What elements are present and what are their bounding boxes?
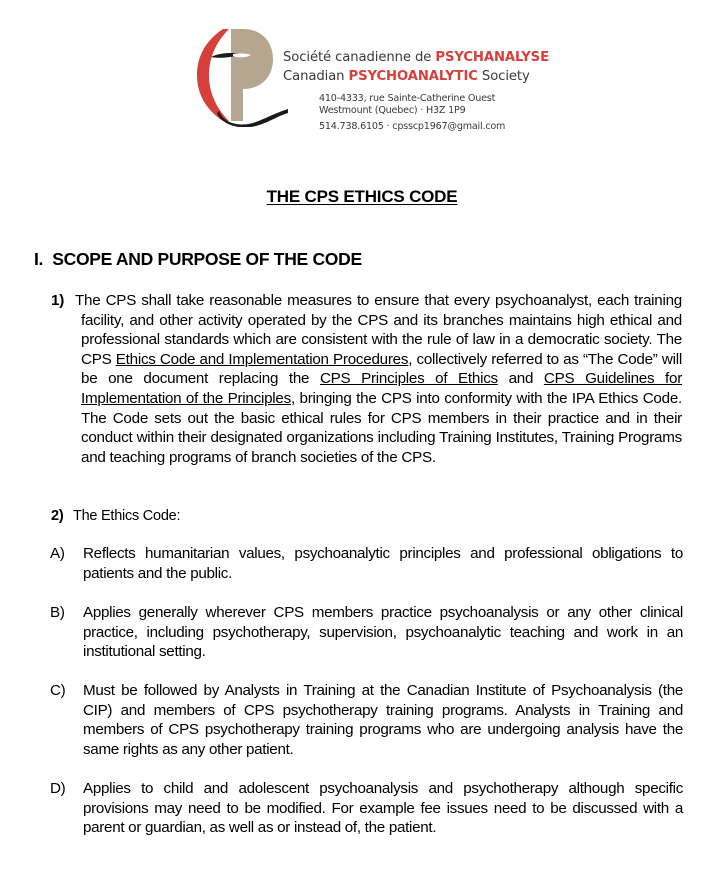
address-line-2: Westmount (Quebec) · H3Z 1P9	[319, 105, 466, 116]
address-block	[319, 93, 505, 133]
organization-name	[283, 48, 549, 86]
list-item-text: Applies to child and adolescent psychoanalysis and psychotherapy although specific provisions may need to be modified. For example fee issues need to be discussed with a parent or guardian, as well as or instead of, the patient.	[83, 780, 683, 837]
letterhead	[0, 0, 724, 150]
org-name-english: Canadian PSYCHOANALYTIC Society	[283, 69, 530, 84]
list-item-b	[50, 603, 683, 662]
paragraph-1	[51, 291, 682, 467]
org-name-french: Société canadienne de PSYCHANALYSE	[283, 50, 549, 65]
list-item-text: Must be followed by Analysts in Training at the Canadian Institute of Psychoanalysis (the CIP) and members of CPS psychotherapy training programs. Analysts in Training and members of CPS psychotherapy training programs who are undergoing analysis have the same rights as any other patient.	[83, 682, 683, 758]
paragraph-body: The CPS shall take reasonable measures to ensure that every psychoanalyst, each training facility, and other activity operated by the CPS and its branches maintains high ethical and professional standards which are consistent with the rule of law in a democratic society. The CPS Ethics Code and Implementation Procedures, collectively referred to as “The Code” will be one document replacing the CPS Principles of Ethics and CPS Guidelines for Implementation of the Principles, bringing the CPS into conformity with the IPA Ethics Code. The Code sets out the basic ethical rules for CPS members in their practice and in their conduct within their designated organizations including Training Institutes, Training Programs and teaching programs of branch societies of the CPS.	[75, 292, 683, 466]
list-marker: B)	[50, 604, 65, 621]
paragraph-marker: 2)	[51, 508, 64, 524]
list-marker: A)	[50, 545, 65, 562]
list-marker: C)	[50, 682, 66, 699]
paragraph-marker: 1)	[51, 292, 65, 309]
list-item-a	[50, 544, 683, 583]
section-heading: I. SCOPE AND PURPOSE OF THE CODE	[34, 249, 362, 269]
link-ethics-code: Ethics Code and Implementation Procedures	[115, 350, 409, 368]
link-guidelines: CPS Guidelines for Implementation of the Principles,	[81, 370, 683, 407]
contact-line: 514.738.6105 · cpsscp1967@gmail.com	[319, 121, 506, 132]
document-title: THE CPS ETHICS CODE	[266, 187, 458, 206]
link-principles-of-ethics: CPS Principles of Ethics	[319, 370, 498, 388]
paragraph-body: The Ethics Code:	[73, 508, 181, 524]
list-item-d	[50, 779, 683, 838]
cps-logo-icon	[193, 27, 288, 127]
list-marker: D)	[50, 780, 66, 797]
paragraph-2	[51, 507, 682, 527]
address-line-1: 410-4333, rue Sainte-Catherine Ouest	[319, 93, 496, 104]
list-item-text: Reflects humanitarian values, psychoanalytic principles and professional obligations to patients and the public.	[83, 545, 683, 582]
list-item-text: Applies generally wherever CPS members practice psychoanalysis or any other clinical practice, including psychotherapy, supervision, psychoanalytic teaching and work in an institutional setting.	[83, 604, 683, 661]
list-item-c	[50, 681, 683, 759]
